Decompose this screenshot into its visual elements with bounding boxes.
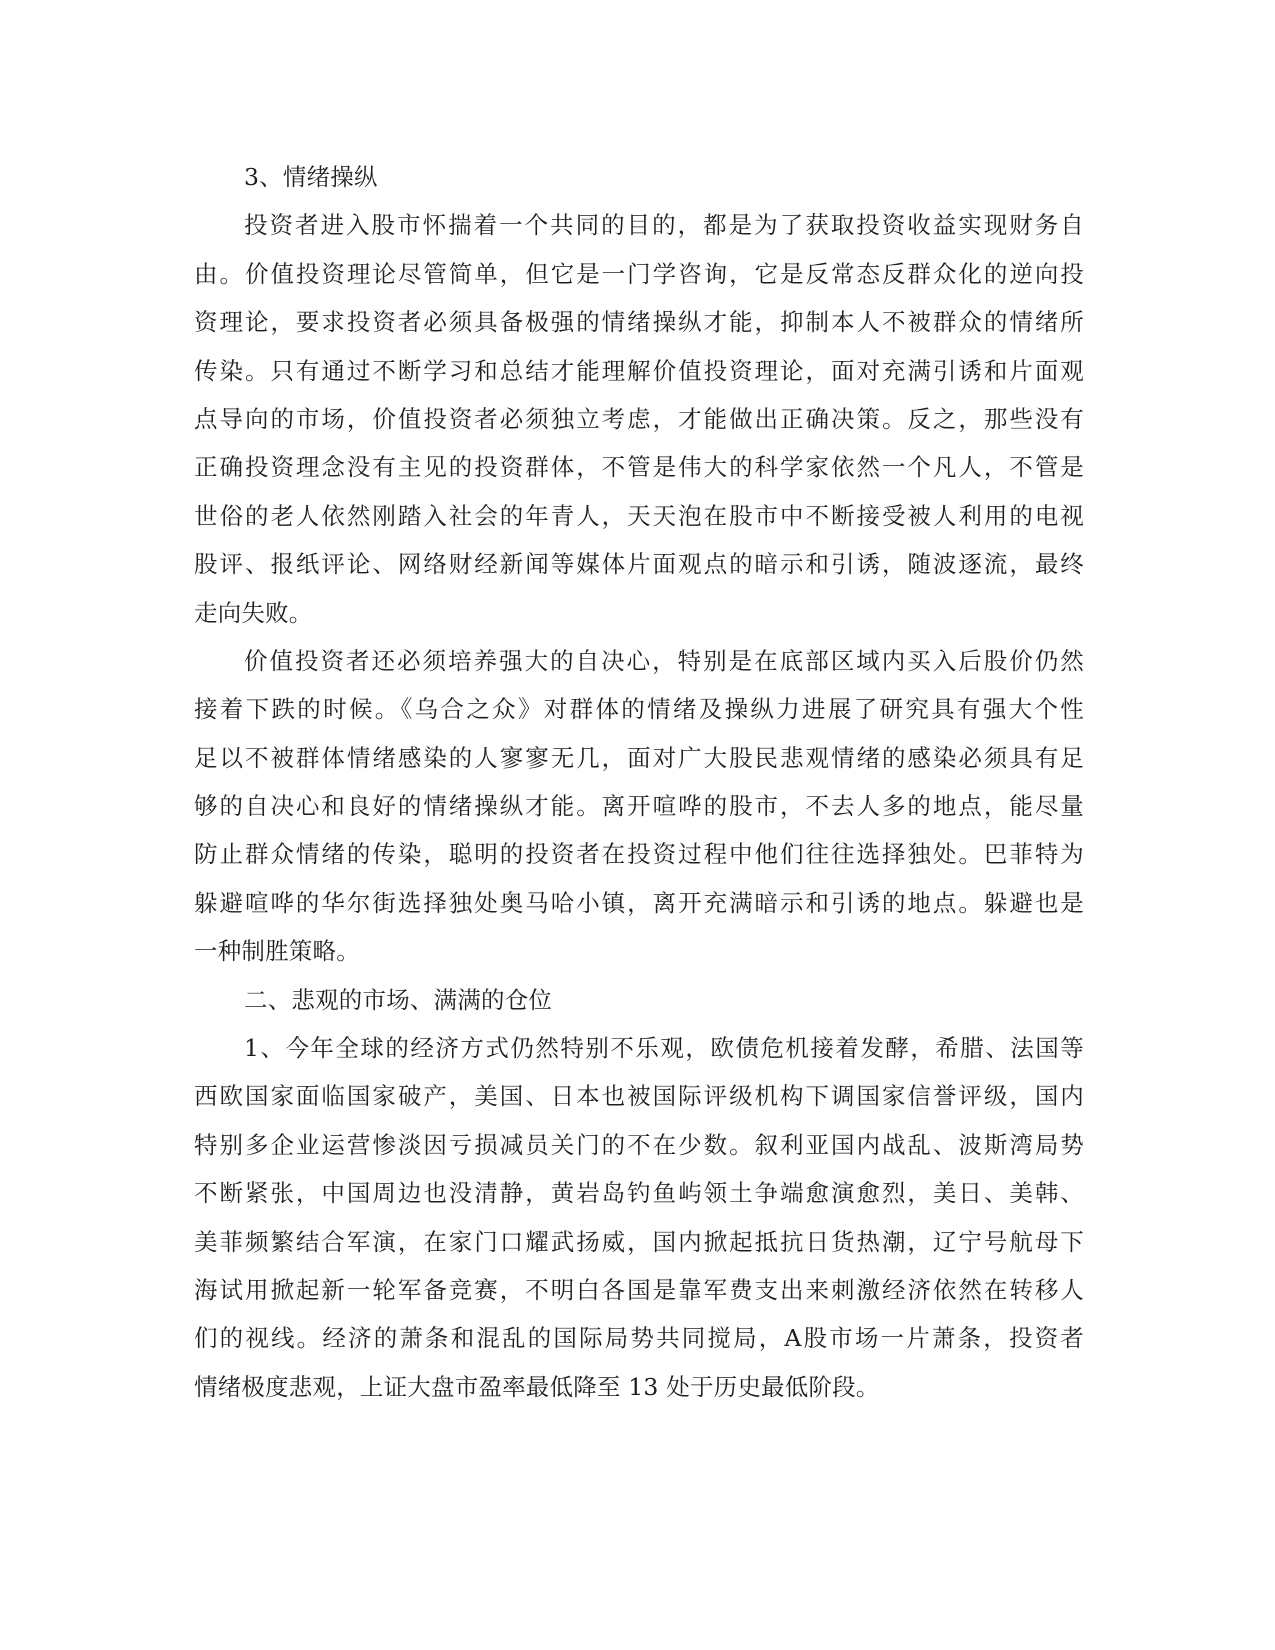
text-line: 情绪极度悲观，上证大盘市盈率最低降至 13 处于历史最低阶段。 — [194, 1372, 880, 1401]
text-line: 点导向的市场，价值投资者必须独立考虑，才能做出正确决策。反之，那些没有 — [194, 404, 1084, 433]
text-line: 海试用掀起新一轮军备竞赛，不明白各国是靠军费支出来刺激经济依然在转移人 — [194, 1275, 1084, 1304]
text-line: 走向失败。 — [194, 598, 313, 627]
text-line: 防止群众情绪的传染，聪明的投资者在投资过程中他们往往选择独处。巴菲特为 — [194, 840, 1084, 869]
document-body — [194, 153, 1084, 1411]
text-line: 传染。只有通过不断学习和总结才能理解价值投资理论，面对充满引诱和片面观 — [194, 356, 1084, 385]
text-line: 二、悲观的市场、满满的仓位 — [244, 985, 553, 1014]
text-line: 价值投资者还必须培养强大的自决心，特别是在底部区域内买入后股价仍然 — [244, 646, 1084, 675]
text-line: 一种制胜策略。 — [194, 937, 360, 966]
text-line: 们的视线。经济的萧条和混乱的国际局势共同搅局，A股市场一片萧条，投资者 — [194, 1324, 1084, 1353]
text-line: 特别多企业运营惨淡因亏损减员关门的不在少数。叙利亚国内战乱、波斯湾局势 — [194, 1130, 1084, 1159]
text-line: 不断紧张，中国周边也没清静，黄岩岛钓鱼屿领土争端愈演愈烈，美日、美韩、 — [194, 1179, 1084, 1208]
text-line: 3、情绪操纵 — [244, 163, 378, 191]
text-line: 资理论，要求投资者必须具备极强的情绪操纵才能，抑制本人不被群众的情绪所 — [194, 308, 1084, 337]
text-line: 正确投资理念没有主见的投资群体，不管是伟大的科学家依然一个凡人，不管是 — [194, 453, 1084, 482]
text-line: 接着下跌的时候。《乌合之众》对群体的情绪及操纵力进展了研究具有强大个性 — [194, 695, 1084, 724]
text-line: 世俗的老人依然刚踏入社会的年青人，天天泡在股市中不断接受被人利用的电视 — [194, 501, 1084, 530]
text-line: 美菲频繁结合军演，在家门口耀武扬威，国内掀起抵抗日货热潮，辽宁号航母下 — [194, 1227, 1084, 1256]
text-line: 投资者进入股市怀揣着一个共同的目的，都是为了获取投资收益实现财务自 — [244, 211, 1084, 240]
text-line: 股评、报纸评论、网络财经新闻等媒体片面观点的暗示和引诱，随波逐流，最终 — [194, 550, 1084, 579]
text-line: 足以不被群体情绪感染的人寥寥无几，面对广大股民悲观情绪的感染必须具有足 — [194, 743, 1084, 772]
text-line: 1、今年全球的经济方式仍然特别不乐观，欧债危机接着发酵，希腊、法国等 — [244, 1034, 1084, 1063]
text-line: 由。价值投资理论尽管简单，但它是一门学咨询，它是反常态反群众化的逆向投 — [194, 259, 1084, 288]
text-line: 够的自决心和良好的情绪操纵才能。离开喧哗的股市，不去人多的地点，能尽量 — [194, 792, 1084, 821]
text-line: 躲避喧哗的华尔街选择独处奥马哈小镇，离开充满暗示和引诱的地点。躲避也是 — [194, 888, 1084, 917]
text-line: 西欧国家面临国家破产，美国、日本也被国际评级机构下调国家信誉评级，国内 — [194, 1082, 1084, 1111]
